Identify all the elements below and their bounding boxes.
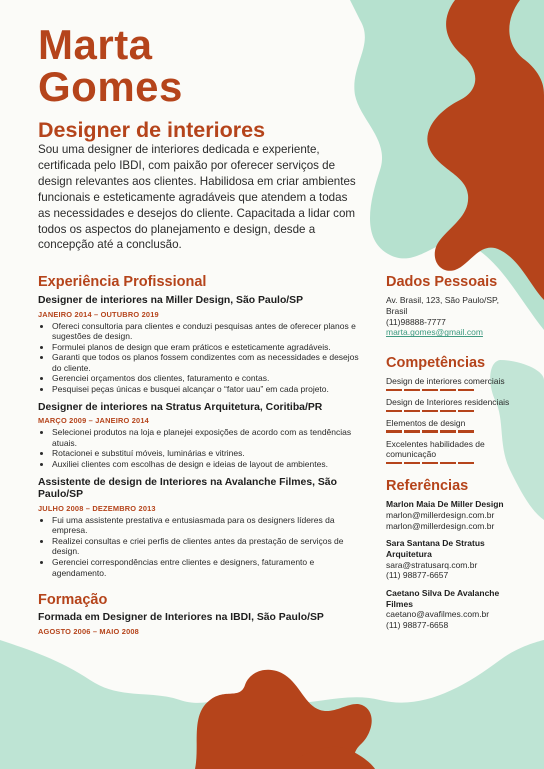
job-entry xyxy=(38,402,368,470)
job-entry xyxy=(38,295,368,395)
job-date: JULHO 2008 – DEZEMBRO 2013 xyxy=(38,503,156,513)
job-date: JANEIRO 2014 – OUTUBRO 2019 xyxy=(38,309,159,319)
reference-contact: (11) 98877-6658 xyxy=(386,620,449,631)
skill-item xyxy=(386,418,516,433)
reference-item xyxy=(386,538,516,581)
skill-level-bar xyxy=(386,462,516,465)
education-section xyxy=(38,592,368,636)
education-date: AGOSTO 2006 – MAIO 2008 xyxy=(38,626,139,636)
bullet-item: • Selecionei produtos na loja e planejei exposições de acordo com as tendências atuais. xyxy=(52,427,368,448)
reference-name: Sara Santana De Stratus Arquitetura xyxy=(386,538,485,559)
personal-section xyxy=(386,274,516,638)
reference-name: Caetano Silva De Avalanche Filmes xyxy=(386,588,500,609)
reference-contact: marlon@millerdesign.com.br xyxy=(386,520,495,531)
bullet-item: • Formulei planos de design que eram práticos e esteticamente agradáveis. xyxy=(52,342,368,353)
skill-level-bar xyxy=(386,410,516,413)
skill-label: Elementos de design xyxy=(386,418,466,428)
skills-list xyxy=(386,376,516,464)
skill-level-bar xyxy=(386,430,516,433)
bullet-item: • Gerenciei orçamentos dos clientes, faturamento e contas. xyxy=(52,373,368,384)
reference-email: caetano@avafilmes.com.br xyxy=(386,609,490,620)
reference-item xyxy=(386,499,516,531)
reference-email: marlon@millerdesign.com.br xyxy=(386,509,495,520)
personal-heading: Dados Pessoais xyxy=(386,274,498,290)
skill-label: Design de Interiores residenciais xyxy=(386,397,510,408)
job-title: Assistente de design de Interiores na Avalanche Filmes, São Paulo/SP xyxy=(38,476,337,501)
job-bullets xyxy=(38,427,368,469)
reference-contact: (11) 98877-6657 xyxy=(386,570,449,581)
bullet-item: • Rotacionei e substituí móveis, luminárias e vitrines. xyxy=(52,448,368,459)
job-title: Designer de interiores na Miller Design, São Paulo/SP xyxy=(38,295,304,306)
candidate-name xyxy=(38,21,183,110)
experience-heading: Experiência Profissional xyxy=(38,274,207,290)
education-heading: Formação xyxy=(38,592,108,609)
bullet-item: • Fui uma assistente prestativa e entusiasmada para os designers líderes da empresa. xyxy=(52,515,368,536)
job-date: MARÇO 2009 – JANEIRO 2014 xyxy=(38,416,149,426)
phone: (11)98888-7777 xyxy=(386,316,446,327)
job-bullets xyxy=(38,321,368,395)
job-entry xyxy=(38,477,368,579)
bullet-item: • Realizei consultas e criei perfis de clientes antes da prestação de serviços de design. xyxy=(52,536,368,557)
email-link[interactable]: marta.gomes@gmail.com xyxy=(386,327,483,338)
experience-section xyxy=(38,274,368,636)
reference-email: sara@stratusarq.com.br xyxy=(386,559,478,570)
bullet-item: • Ofereci consultoria para clientes e conduzi pesquisas antes de oferecer planos e sugestões de design. xyxy=(52,321,368,342)
skill-item xyxy=(386,439,516,464)
bullet-item: • Pesquisei peças únicas e busquei alcançar o “fator uau” em cada projeto. xyxy=(52,384,368,395)
reference-name: Marlon Maia De Miller Design xyxy=(386,499,504,510)
skills-heading: Competências xyxy=(386,355,486,372)
skill-level-bar xyxy=(386,389,516,392)
last-name: Gomes xyxy=(38,63,183,110)
job-bullets xyxy=(38,515,368,579)
address: Av. Brasil, 123, São Paulo/SP, Brasil xyxy=(386,295,499,316)
references-list xyxy=(386,499,516,631)
skill-item xyxy=(386,397,516,412)
bullet-item: • Garanti que todos os planos fossem condizentes com as necessidades e desejos do cliente. xyxy=(52,352,368,373)
reference-item xyxy=(386,588,516,631)
bullet-item: • Auxiliei clientes com escolhas de design e ideias de layout de ambientes. xyxy=(52,459,368,470)
education-title: Formada em Designer de Interiores na IBDI, São Paulo/SP xyxy=(38,612,324,624)
skill-label: Design de interiores comerciais xyxy=(386,376,505,387)
job-title: Designer de interiores na Stratus Arquitetura, Coritiba/PR xyxy=(38,401,323,413)
professional-summary: Sou uma designer de interiores dedicada e experiente, certificada pelo IBDI, com paixão por oferecer serviços de design relevantes aos clientes. Habilidosa em criar ambientes funcionais e esteticamente agradáveis que atendem a todas as necessidades e desejos do cliente. Capacitada a lidar com todos os aspectos do planejamento e design, desde a concepção até a conclusão. xyxy=(38,143,356,252)
skill-item xyxy=(386,376,516,391)
first-name: Marta xyxy=(38,21,153,68)
bullet-item: • Gerenciei correspondências entre clientes e designers, faturamento e agendamento. xyxy=(52,557,368,578)
references-heading: Referências xyxy=(386,478,469,495)
skill-label: Excelentes habilidades de comunicação xyxy=(386,438,485,460)
job-title-heading: Designer de interiores xyxy=(38,118,266,142)
